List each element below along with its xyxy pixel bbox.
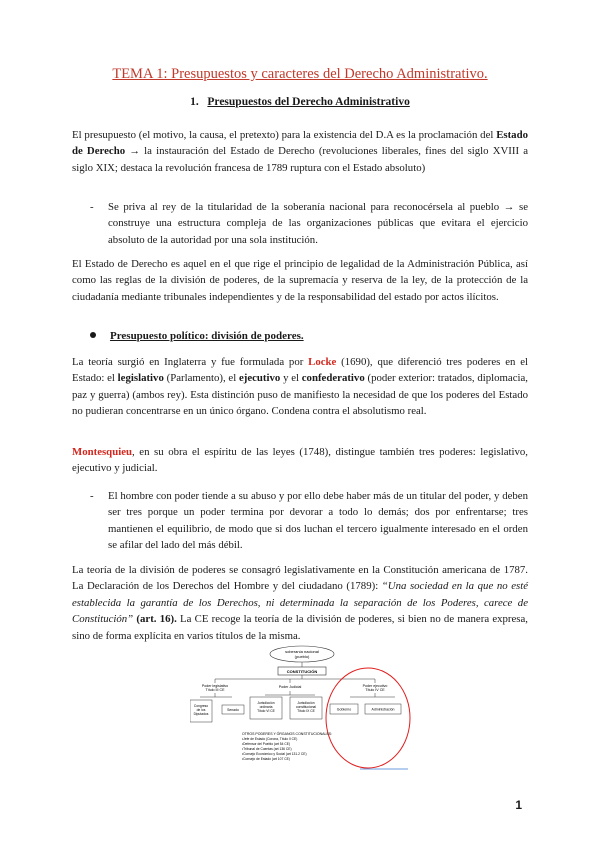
red-circle-annotation: [326, 668, 410, 768]
bold-text: ejecutivo: [238, 372, 281, 385]
ejecutivo-title: Título IV CE: [365, 688, 385, 692]
page-number: 1: [515, 798, 522, 812]
quote-text: “Una sociedad en la que no esté establecida la garantía de los Derechos, ni determinada la separación de los Poderes, carece de Constitución”: [72, 580, 528, 626]
ejecutivo-label: Poder ejecutivo: [362, 684, 388, 688]
text: , en su obra el espíritu de las leyes (1748), distingue también tres poderes: legislativo, ejecutivo y judicial.: [72, 446, 528, 475]
pueblo-label: (pueblo): [294, 654, 310, 659]
soberania-label: soberanía nacional: [285, 649, 319, 654]
bold-text: (art. 16).: [133, 613, 177, 626]
text: (1690), que diferenció tres poderes en el Estado: el: [72, 356, 528, 385]
jo-l3: Título VI CE: [257, 709, 275, 713]
jc-l2: constitucional: [296, 705, 316, 709]
page-title: TEMA 1: Presupuestos y caracteres del Derecho Administrativo.: [112, 66, 488, 82]
paragraph-locke: [72, 354, 528, 420]
constitucion-label: CONSTITUCIÓN: [286, 669, 318, 674]
administracion-label: Administración: [371, 707, 395, 712]
paragraph-montesquieu: [72, 444, 528, 477]
subheading-division-poderes: [90, 330, 304, 342]
otros-item: •Tribunal de Cuentas (art 136 CE): [242, 747, 292, 751]
highlight-montesquieu: Montesquieu: [72, 446, 132, 458]
bold-text: confederativo: [301, 372, 365, 385]
otros-item: •Consejo Económico y Social (art 131.2 CE): [242, 752, 307, 756]
text: (Parlamento), el: [163, 372, 239, 385]
paragraph-definicion: El Estado de Derecho es aquel en el que rige el principio de legalidad de la Administración Pública, así como las reglas de la división de poderes, de la supremacía y reserva de la ley, de la protección de la ciudadanía mediante tribunales independientes y de la responsabilidad del estado por actos ilícitos.: [72, 258, 528, 303]
text: La CE recoge la teoría de la división de poderes, si bien no de manera expresa, sino de forma explícita en varios títulos de la misma.: [72, 613, 528, 642]
paragraph-estado-derecho: [72, 127, 528, 176]
subheading-text: Presupuesto político: división de poderes.: [110, 330, 304, 342]
otros-item: •Consejo de Estado (art 107 CE): [242, 757, 290, 761]
judicial-label: Poder Judicial: [278, 685, 302, 689]
bullet-text: El hombre con poder tiende a su abuso y por ello debe haber más de un titular del poder, y deben ser tres porque un poder termina por devorar a todo lo demás; dos por enfrentarse; tres mantienen el equilibrio, de modo que si dos luchan el tercero igualmente interesado en el orden se afilar del lado del más débil.: [108, 490, 528, 552]
jo-l1: Jurisdicción: [257, 701, 275, 705]
bold-text: Estado de Derecho: [72, 129, 528, 158]
section-number: 1.: [190, 96, 199, 108]
paragraph-constitucion: [72, 562, 528, 644]
bold-text: legislativo: [117, 372, 164, 385]
gobierno-label: Gobierno: [336, 707, 352, 712]
dash-marker: -: [90, 201, 94, 213]
senado-label: Senado: [227, 708, 239, 712]
section-heading: [0, 96, 600, 108]
bullet-dot: [90, 332, 96, 338]
text: El presupuesto (el motivo, la causa, el pretexto) para la existencia del D.A es la proclamación del: [72, 129, 497, 141]
congreso-l1: Congreso: [193, 704, 209, 708]
legislativo-label: Poder legislativo: [201, 684, 229, 688]
otros-heading: OTROS PODERES Y ÓRGANOS CONSTITUCIONALES:: [242, 732, 333, 736]
legislativo-title: Título III CE: [205, 688, 225, 692]
division-poderes-diagram: [190, 645, 415, 770]
text: y el: [280, 372, 302, 385]
text: La teoría de la división de poderes se consagró legislativamente en la Constitución americana de 1787. La Declaración de los Derechos del Hombre y del ciudadano (1789):: [72, 564, 528, 593]
bullet-soberania: [90, 199, 528, 248]
bullet-text: Se priva al rey de la titularidad de la soberanía nacional para reconocérsela al pueblo → se construye una estructura compleja de las organizaciones públicas que evitara el ejercicio absoluto de la autoridad por una sola institución.: [108, 201, 528, 246]
otros-item: •Jefe de Estado (Corona, Título II CE): [242, 737, 298, 741]
jo-l2: ordinaria: [259, 705, 273, 709]
otros-item: •Defensor del Pueblo (art 54 CE): [242, 742, 291, 746]
bullet-equilibrio: [90, 488, 528, 554]
dash-marker: -: [90, 490, 94, 502]
text: La teoría surgió en Inglaterra y fue formulada por: [72, 356, 309, 368]
highlight-locke: Locke: [308, 356, 337, 368]
congreso-l2: de los: [196, 708, 206, 712]
section-title: Presupuestos del Derecho Administrativo: [207, 96, 410, 108]
jc-l3: Título IX CE: [297, 709, 315, 713]
congreso-l3: Diputados: [193, 712, 209, 716]
text: (poder exterior: tratados, diplomacia, paz y guerra) (ambos rey). Esta distinción puso de manifiesto la necesidad de que los poderes del Estado no pudieran concentrarse en un único órgano. Condena contra el absolutismo real.: [72, 372, 529, 418]
jc-l1: Jurisdicción: [297, 701, 315, 705]
text: → la instauración del Estado de Derecho (revoluciones liberales, fines del siglo XVIII a siglo XIX; destaca la revolución francesa de 1789 ruptura con el Estado absoluto): [72, 145, 529, 174]
